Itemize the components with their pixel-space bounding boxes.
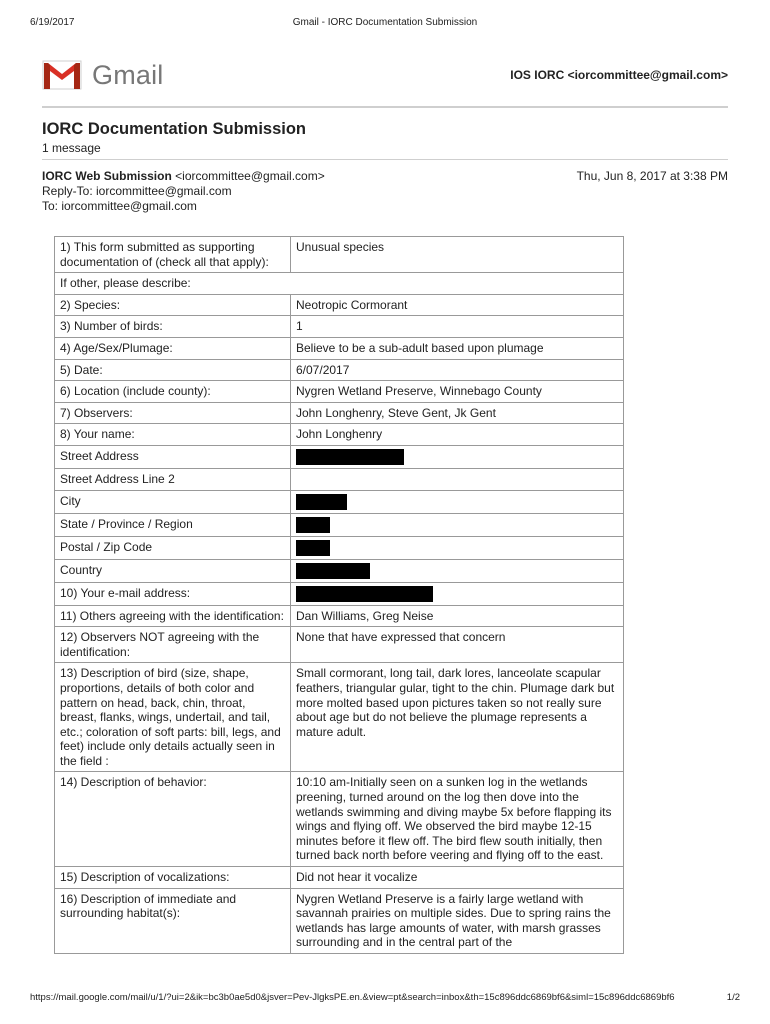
gmail-logo	[42, 58, 164, 92]
redaction-bar	[296, 563, 370, 579]
form-row	[55, 490, 624, 513]
page-url: https://mail.google.com/mail/u/1/?ui=2&ik=bc3b0ae5d0&jsver=Pev-JlgksPE.en.&view=pt&search=inbox&th=15c896ddc6869bf6&siml=15c896ddc6869bf6	[30, 992, 675, 1003]
page-number: 1/2	[726, 992, 740, 1003]
form-field-label: 7) Observers:	[55, 402, 291, 424]
form-field-label: Postal / Zip Code	[55, 536, 291, 559]
reply-to-line: Reply-To: iorcommittee@gmail.com	[42, 184, 232, 198]
header-divider	[42, 106, 728, 108]
form-row	[55, 381, 624, 403]
form-row	[55, 273, 624, 295]
form-row	[55, 888, 624, 953]
form-row	[55, 445, 624, 468]
form-field-value: 6/07/2017	[291, 359, 624, 381]
form-field-label: 6) Location (include county):	[55, 381, 291, 403]
form-field-value	[291, 536, 624, 559]
form-row	[55, 513, 624, 536]
form-row	[55, 867, 624, 889]
form-field-value: 1	[291, 316, 624, 338]
sender-email: <iorcommittee@gmail.com>	[175, 169, 325, 183]
form-field-value	[291, 490, 624, 513]
form-field-label: 13) Description of bird (size, shape, proportions, details of both color and pattern on head, back, chin, throat, breast, flanks, wings, undertail, and tail, etc.; coloration of soft parts: bill, legs, and feet) include only details actually seen in the field :	[55, 663, 291, 772]
form-field-label: 8) Your name:	[55, 424, 291, 446]
gmail-wordmark: Gmail	[92, 59, 164, 90]
form-field-label: Street Address Line 2	[55, 468, 291, 490]
account-label: IOS IORC <iorcommittee@gmail.com>	[510, 68, 728, 82]
message-meta	[42, 169, 325, 214]
form-field-value: John Longhenry, Steve Gent, Jk Gent	[291, 402, 624, 424]
form-field-label: State / Province / Region	[55, 513, 291, 536]
form-row	[55, 468, 624, 490]
form-field-value: 10:10 am-Initially seen on a sunken log in the wetlands preening, turned around on the log then dove into the wetlands swimming and diving maybe 5x before flapping its wings and flying off. We observed the bird maybe 12-15 minutes before it flew off. The bird flew south initially, then turned back north before veering and flying off to the east.	[291, 772, 624, 867]
form-field-value	[291, 582, 624, 605]
redaction-bar	[296, 494, 347, 510]
form-row	[55, 359, 624, 381]
form-field-value: Unusual species	[291, 237, 624, 273]
form-field-value	[291, 445, 624, 468]
form-row	[55, 316, 624, 338]
submission-table	[54, 236, 624, 954]
form-row	[55, 772, 624, 867]
form-field-label: Country	[55, 559, 291, 582]
form-field-label: 12) Observers NOT agreeing with the identification:	[55, 627, 291, 663]
form-field-label: 16) Description of immediate and surrounding habitat(s):	[55, 888, 291, 953]
form-row	[55, 559, 624, 582]
form-field-value: Neotropic Cormorant	[291, 294, 624, 316]
gmail-m-icon	[42, 60, 82, 90]
from-line	[42, 169, 325, 184]
form-row	[55, 536, 624, 559]
form-field-value	[291, 468, 624, 490]
form-row	[55, 424, 624, 446]
form-field-label: City	[55, 490, 291, 513]
form-field-label: If other, please describe:	[55, 273, 624, 295]
form-row	[55, 237, 624, 273]
form-row	[55, 663, 624, 772]
form-field-value: John Longhenry	[291, 424, 624, 446]
print-title: Gmail - IORC Documentation Submission	[292, 17, 478, 28]
message-count: 1 message	[42, 141, 101, 155]
redaction-bar	[296, 540, 330, 556]
form-field-value: Nygren Wetland Preserve is a fairly large wetland with savannah prairies on multiple sides. Due to spring rains the wetlands has large amounts of water, with marsh grasses surrounding and in the central part of the	[291, 888, 624, 953]
form-field-label: 5) Date:	[55, 359, 291, 381]
redaction-bar	[296, 449, 404, 465]
form-field-value: Believe to be a sub-adult based upon plumage	[291, 337, 624, 359]
redaction-bar	[296, 586, 433, 602]
form-field-label: 10) Your e-mail address:	[55, 582, 291, 605]
print-header	[30, 17, 740, 31]
form-row	[55, 605, 624, 627]
form-field-label: 3) Number of birds:	[55, 316, 291, 338]
form-row	[55, 582, 624, 605]
sender-name: IORC Web Submission	[42, 169, 172, 183]
print-date: 6/19/2017	[30, 17, 75, 28]
form-field-label: 1) This form submitted as supporting documentation of (check all that apply):	[55, 237, 291, 273]
form-field-label: 15) Description of vocalizations:	[55, 867, 291, 889]
form-field-value	[291, 513, 624, 536]
form-row	[55, 627, 624, 663]
form-field-value: Small cormorant, long tail, dark lores, lanceolate scapular feathers, triangular gular, tight to the chin. Plumage dark but more molted based upon pictures taken so not really sure about age but do not believe the plumage represents a mature adult.	[291, 663, 624, 772]
form-field-value: Nygren Wetland Preserve, Winnebago County	[291, 381, 624, 403]
form-row	[55, 294, 624, 316]
form-row	[55, 402, 624, 424]
form-field-value	[291, 559, 624, 582]
message-date: Thu, Jun 8, 2017 at 3:38 PM	[576, 169, 728, 183]
form-field-value: Did not hear it vocalize	[291, 867, 624, 889]
to-line: To: iorcommittee@gmail.com	[42, 199, 197, 213]
form-field-label: 4) Age/Sex/Plumage:	[55, 337, 291, 359]
form-field-label: 2) Species:	[55, 294, 291, 316]
form-field-value: Dan Williams, Greg Neise	[291, 605, 624, 627]
thread-subject: IORC Documentation Submission	[42, 120, 307, 138]
form-field-label: 11) Others agreeing with the identification:	[55, 605, 291, 627]
redaction-bar	[296, 517, 330, 533]
thread-divider	[42, 159, 728, 160]
form-field-label: 14) Description of behavior:	[55, 772, 291, 867]
form-row	[55, 337, 624, 359]
form-field-value: None that have expressed that concern	[291, 627, 624, 663]
form-field-label: Street Address	[55, 445, 291, 468]
